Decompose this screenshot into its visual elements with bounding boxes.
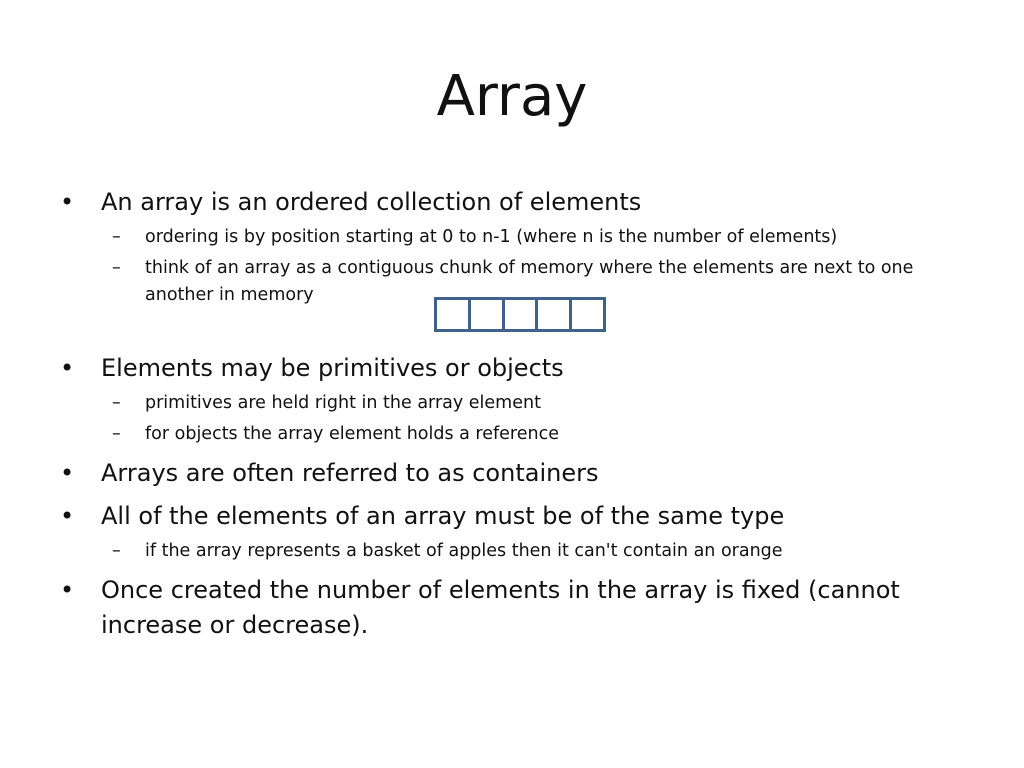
sub-bullet-text: ordering is by position starting at 0 to n-1 (where n is the number of elements)	[145, 227, 838, 247]
bullet-text: An array is an ordered collection of elements	[101, 188, 642, 216]
sub-bullet-item	[60, 538, 960, 565]
sub-bullet-text: primitives are held right in the array element	[145, 393, 541, 413]
sub-bullet-item	[60, 390, 960, 417]
bullet-item	[60, 573, 960, 643]
sub-bullet-item	[60, 421, 960, 448]
sub-bullet-item	[60, 224, 960, 251]
bullet-list	[60, 185, 960, 643]
bullet-icon: •	[60, 188, 75, 216]
array-cell	[471, 300, 505, 329]
dash-icon: –	[112, 393, 121, 413]
array-diagram	[434, 297, 606, 332]
bullet-text: Once created the number of elements in the array is fixed (cannot increase or decrease).	[101, 576, 900, 639]
bullet-text: All of the elements of an array must be of the same type	[101, 502, 785, 530]
bullet-icon: •	[60, 354, 75, 382]
array-cell	[437, 300, 471, 329]
array-cell	[505, 300, 539, 329]
bullet-icon: •	[60, 459, 75, 487]
bullet-item	[60, 499, 960, 534]
dash-icon: –	[112, 258, 121, 278]
dash-icon: –	[112, 424, 121, 444]
bullet-icon: •	[60, 502, 75, 530]
array-cell	[538, 300, 572, 329]
bullet-icon: •	[60, 576, 75, 604]
bullet-item	[60, 185, 960, 220]
sub-bullet-text: think of an array as a contiguous chunk of memory where the elements are next to one another in memory	[145, 258, 914, 305]
bullet-item	[60, 351, 960, 386]
dash-icon: –	[112, 227, 121, 247]
bullet-item	[60, 456, 960, 491]
array-cell	[572, 300, 603, 329]
sub-bullet-text: if the array represents a basket of apples then it can't contain an orange	[145, 541, 783, 561]
slide-title: Array	[436, 64, 588, 129]
bullet-text: Elements may be primitives or objects	[101, 354, 564, 382]
sub-bullet-text: for objects the array element holds a reference	[145, 424, 559, 444]
bullet-text: Arrays are often referred to as containers	[101, 459, 599, 487]
dash-icon: –	[112, 541, 121, 561]
